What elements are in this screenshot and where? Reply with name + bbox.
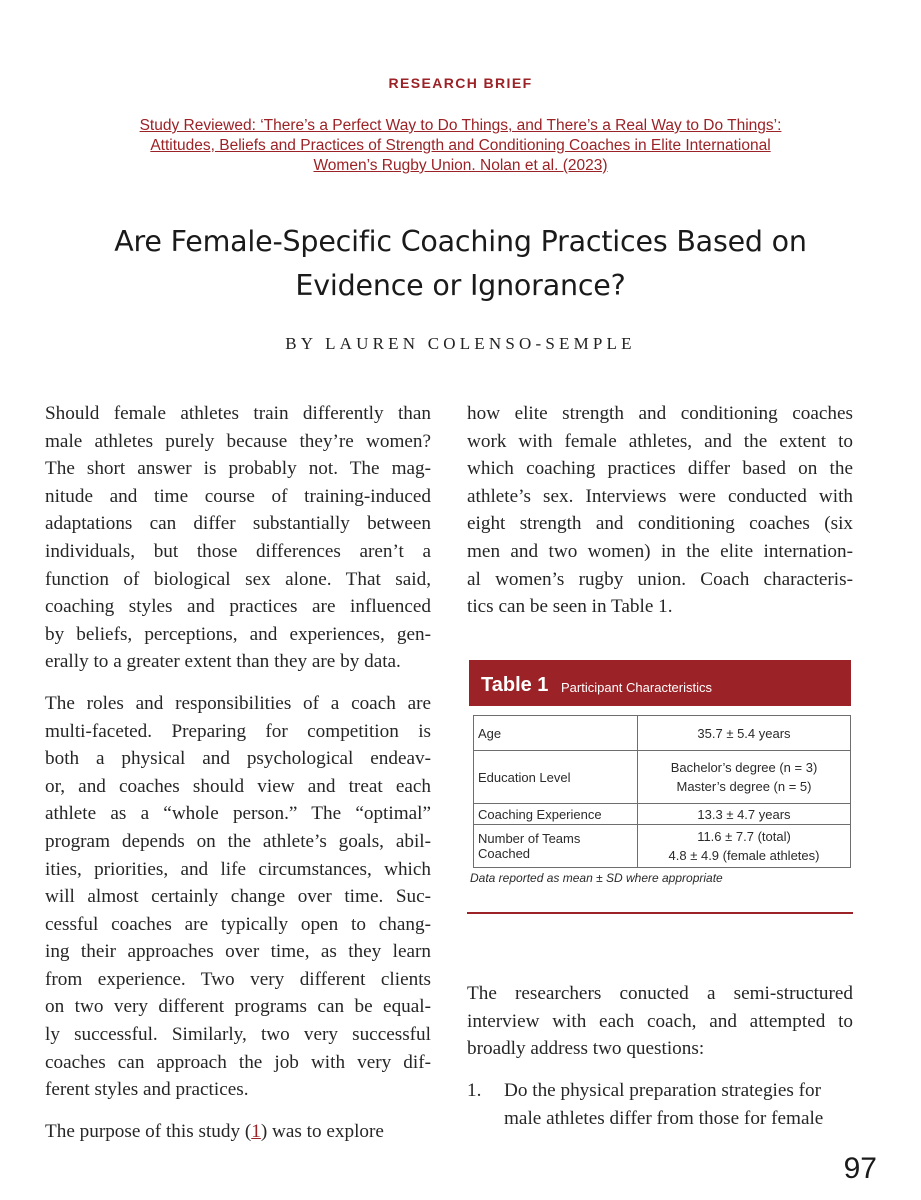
list-item-number: 1. xyxy=(467,1080,482,1101)
text-line xyxy=(45,1118,431,1146)
row-value-line: Bachelor’s degree (n = 3) xyxy=(670,760,818,775)
text-line: erally to a greater extent than they are by data. xyxy=(45,651,401,673)
row-value xyxy=(638,751,851,804)
text-line: male athletes purely because they’re women? xyxy=(45,430,431,452)
text-line: Do the physical preparation strategies for xyxy=(504,1080,822,1101)
text-line: function of biological sex alone. That said, xyxy=(45,568,431,590)
paragraph-purpose xyxy=(45,1118,431,1146)
text-line: interview with each coach, and attempted to xyxy=(467,1010,853,1032)
text-line: men and two women) in the elite internation- xyxy=(467,540,853,562)
text-line: The researchers conucted a semi-structured xyxy=(467,983,853,1004)
text-line: ing their approaches over time, as they learn xyxy=(45,941,431,963)
row-value-line: 4.8 ± 4.9 (female athletes) xyxy=(668,848,820,863)
title-line: Evidence or Ignorance? xyxy=(295,269,626,302)
list-item-text xyxy=(504,1077,854,1132)
right-column-bottom xyxy=(467,980,853,1063)
text-line: work with female athletes, and the extent to xyxy=(467,430,853,452)
page-number: 97 xyxy=(843,1152,877,1185)
table-header xyxy=(469,660,851,706)
text-line: multi-faceted. Preparing for competition is xyxy=(45,720,431,742)
text-line: cessful coaches are typically open to chang- xyxy=(45,913,431,935)
text-line: ly successful. Similarly, two very successful xyxy=(45,1024,431,1046)
text-line: tics can be seen in Table 1. xyxy=(467,596,673,618)
text-line: nitude and time course of training-induced xyxy=(45,485,431,507)
table-row xyxy=(474,751,851,804)
paragraph-study-purpose xyxy=(467,400,853,621)
text-line: coaches can approach the job with very dif- xyxy=(45,1051,431,1073)
row-value: 13.3 ± 4.7 years xyxy=(638,804,851,825)
table-row xyxy=(474,825,851,868)
table-row xyxy=(474,804,851,825)
study-reviewed-line: Attitudes, Beliefs and Practices of Strength and Conditioning Coaches in Elite International xyxy=(150,137,771,154)
text-line: will almost certainly change over time. Suc- xyxy=(45,886,431,908)
row-value xyxy=(638,825,851,868)
text-line: by beliefs, perceptions, and experiences, gen- xyxy=(45,623,431,645)
article-title xyxy=(40,220,881,308)
text-line: al women’s rugby union. Coach characteris- xyxy=(467,568,853,590)
section-kicker: RESEARCH BRIEF xyxy=(388,75,533,91)
text-line: The roles and responsibilities of a coach are xyxy=(45,692,431,714)
paragraph-interviews xyxy=(467,980,853,1063)
table-number: Table 1 xyxy=(481,674,549,696)
text-line: ities, priorities, and life circumstances, which xyxy=(45,858,431,880)
text-line: individuals, but those differences aren’t a xyxy=(45,540,431,562)
text-line: which coaching practices differ based on the xyxy=(467,458,853,480)
text-line: or, and coaches should view and treat each xyxy=(45,775,431,797)
title-line: Are Female-Specific Coaching Practices Based on xyxy=(114,225,807,258)
text-line: program depends on the athlete’s goals, abil- xyxy=(45,830,431,852)
purpose-text-end: ) was to explore xyxy=(260,1120,384,1142)
text-line: how elite strength and conditioning coaches xyxy=(467,403,853,424)
text-line: both a physical and psychological endeav- xyxy=(45,748,431,770)
row-label: Age xyxy=(474,716,638,751)
left-column xyxy=(45,400,431,1145)
text-line: athlete as a “whole person.” The “optimal” xyxy=(45,803,431,825)
text-line: coaching styles and practices are influenced xyxy=(45,596,431,618)
text-line: from experience. Two very different clients xyxy=(45,968,431,990)
author-byline: BY LAUREN COLENSO-SEMPLE xyxy=(285,334,636,353)
text-line: Should female athletes train differently than xyxy=(45,403,431,424)
study-reviewed-line: Women’s Rugby Union. Nolan et al. (2023) xyxy=(313,157,608,174)
text-line: eight strength and conditioning coaches (six xyxy=(467,513,853,535)
paragraph-roles xyxy=(45,690,431,1104)
row-label xyxy=(474,825,638,868)
right-column-top xyxy=(467,400,853,621)
table-caption: Participant Characteristics xyxy=(561,680,712,695)
text-line: athlete’s sex. Interviews were conducted with xyxy=(467,485,853,507)
text-line: male athletes differ from those for female xyxy=(504,1107,824,1129)
text-line: broadly address two questions: xyxy=(467,1038,705,1060)
text-line: The short answer is probably not. The mag- xyxy=(45,458,431,480)
row-label-line: Coached xyxy=(478,846,531,861)
row-value: 35.7 ± 5.4 years xyxy=(638,716,851,751)
row-label: Education Level xyxy=(474,751,638,804)
table-row xyxy=(474,716,851,751)
study-reviewed-link[interactable] xyxy=(80,116,841,176)
text-line: on two very different programs can be equal- xyxy=(45,996,431,1018)
table-note: Data reported as mean ± SD where appropriate xyxy=(470,871,723,885)
row-label-line: Number of Teams xyxy=(478,831,581,846)
participant-table xyxy=(473,715,851,868)
paragraph-intro xyxy=(45,400,431,676)
row-value-line: Master’s degree (n = 5) xyxy=(676,779,812,794)
purpose-text-start: The purpose of this study ( xyxy=(45,1120,252,1142)
citation-link[interactable]: 1 xyxy=(251,1120,261,1142)
text-line: adaptations can differ substantially between xyxy=(45,513,431,535)
text-line: ferent styles and practices. xyxy=(45,1079,249,1101)
row-value-line: 11.6 ± 7.7 (total) xyxy=(697,829,791,844)
study-reviewed-line: Study Reviewed: ‘There’s a Perfect Way to Do Things, and There’s a Real Way to Do Things’: xyxy=(139,117,782,134)
row-label: Coaching Experience xyxy=(474,804,638,825)
table-divider xyxy=(467,912,853,914)
